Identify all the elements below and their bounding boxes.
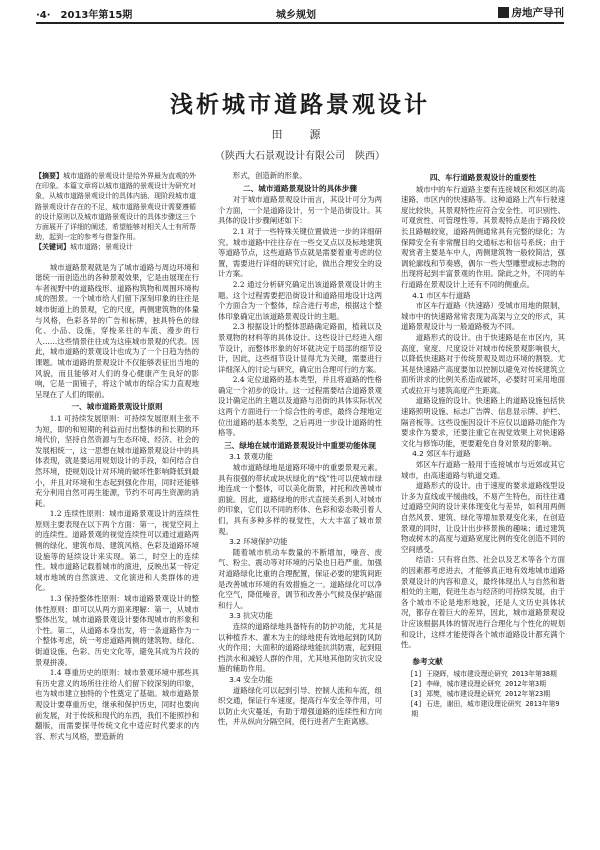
reference-item: [4] 石进，谢田，城市建设理论研究 2013年第9期	[409, 700, 560, 719]
paragraph: 道路绿化可以起到引导、控制人流和车流，组织交通，保证行车速度，提高行车安全等作用，可以防止火灾蔓延，有助于增强道路的连续性和方向性，并从纵向分隔空间，使行进者产生距离感。	[218, 685, 382, 727]
abstract	[35, 171, 199, 242]
journal-name	[498, 5, 565, 20]
paragraph: 1.1 可持续发展原则：可持续发展原则主张不为短，即的和短期的利益而付出整体的和长期的环境代价，坚持自然资源与生态环境、经济、社会的发展相统一，这一思想在城市道路景观设计中的具体表现，就是要运用规划设计的手段，如何结合自然环境，使规划设计对环境的破坏性影响降低到最小，并且对环境和生态起到强化作用，同时还能够充分利用自然可再生能源，节约不可再生资源的消耗。	[35, 413, 199, 508]
paragraph: 连续的道路绿地具备特有的防护功能，尤其是以种植乔木、灌木为主的绿地使有效地起到防风防火的作用；大面积的道路绿地能抗洪防震，起到阻挡洪水和减轻人群的作用，尤其地其他防灾抗灾设施的辅助作用。	[218, 621, 382, 674]
keywords	[35, 242, 199, 252]
reference-item: [3] 郑樊，城市建设理论研究 2012年第23期	[409, 690, 550, 699]
issue-label: ·4· 2013年第15期	[36, 10, 133, 21]
subheading: 4.2 郊区车行道路	[412, 449, 471, 459]
subheading: 4.1 市区车行道路	[412, 290, 471, 300]
reference-item: [2] 李峰，城市建设理论研究 2012年第3期	[409, 680, 546, 689]
section-label: 城乡规划	[276, 10, 316, 21]
column-1	[35, 171, 199, 742]
journal-logo-icon	[498, 7, 509, 18]
conclusion-paragraph: 结语：只有将自然、社会以及艺术等各个方面的因素都考虑进去，才能够真正地有效地城市道路景观设计的内容和意义，最终体现出人与自然和谐相处的主题，促进生态与经济的可持续发展，由于各个城市不论是地形地貌，还是人文历史具体状况，都存在着巨大的差异，因此，城市道路景观设计应该根据具体的情况进行合理化与个性化的规划和设计，这样才能使得各个城市道路设计都充满个性。	[401, 555, 565, 650]
reference-item: [1] 王晓晖，城市建设理论研究 2013年第38期	[409, 670, 557, 679]
paragraph: 1.2 连续性原则：城市道路景观设计的连续性原则主要表现在以下两个方面：第一，视觉空间上的连续性。道路景观的视觉连续性可以通过道路两侧的绿化、建筑布局、建筑风格、色彩及道路环境设施等的延续设计来实现。第二，时空上的连续性。城市道路记载着城市的演进，反映出某一特定城市地域的自然演进、文化演进和人类群体的进化。	[35, 509, 199, 593]
paragraph: 1.4 尊重历史的原则：城市景观环境中那些具有历史意义的场所往往给人们留下较深刻的印象，也为城市建立独特的个性奠定了基础。城市道路景观设计要尊重历史，继承和保护历史，同时也要向前发展，对于传统和现代的东西，我们不能照抄和翻版，而需要探寻传统文化中适应时代要求的内容、形式与风格，塑造新的	[35, 668, 199, 741]
paragraph: 市区车行道路（快速路）受城市用地的限制，城市中的快速路常常表现为高架与立交的形式，其道路景观设计与一般道路极为不同。	[401, 301, 565, 332]
paragraph: 2.4 定位道路的基本类型，并且将道路的性格确定一个初步的设计。这一过程需要结合道路景观设计确定出的主题以及道路与沿街的具体实际状况这两个方面进行一个综合性的考虑，最终合理地定位出道路的基本类型，之后再进一步设计道路的性格等。	[218, 375, 382, 438]
keywords-label: 【关键词】	[35, 243, 70, 252]
keywords-text: 城市道路；景观设计	[70, 243, 133, 252]
section-heading-1: 一、城市道路景观设计原则	[71, 402, 163, 412]
paragraph: 形式，创造新的形象。	[232, 171, 307, 180]
article-title: 浅析城市道路景观设计	[170, 92, 430, 118]
journal-title: 房地产导刊	[511, 7, 564, 19]
subheading: 3.2 环境保护功能	[229, 537, 288, 547]
paragraph: 2.2 通过分析研究确定出该道路景观设计的主题。这个过程需要把沿街设计和道路用地设计这两个方面合为一个整体，综合进行考虑，根据这个整体印象确定出该道路景观设计的主题。	[218, 279, 382, 321]
article-affiliation: （陕西大石景观设计有限公司 陕西）	[215, 151, 385, 162]
intro-paragraph: 城市道路景观就是为了城市道路与周边环境和谐统一而创造出的各种景观效果，它是由展现在行车者视野中的道路线形、道路构筑物和周围环境构成的图景。一个城市给人们留下深刻印象的往往是城市街道上的景观，它的尺度，两侧建筑物的体量与风格，色彩各异的广告和标牌，独具特色的绿化、小品、设施，穿梭来往的车流、漫步的行人……这些情景往往成为这座城市景观的代表。因此，城市道路的景观设计也成为了一个日趋为热的课题。城市道路的景观设计不仅能够表征出当地的风貌，而且能够对人们的身心健康产生良好的影响，它是一面镜子，将这个城市的综合实力直观地呈现在了人们的眼前。	[35, 262, 199, 399]
section-heading-3: 三、绿地在城市道路景观设计中重要功能体现	[224, 440, 376, 450]
paragraph: 2.3 根据设计的整体思路确定路面，植栽以及景观物的材料等的具体设计。这些设计已经进入细节设计，而整体形象的好坏就决定于局部的细节设计，因此，这些细节设计显得尤为关键，需要进行详细深入的讨论与研究，确定出合理可行的方案。	[218, 322, 382, 374]
abstract-label: 【摘要】	[35, 172, 63, 180]
column-2	[218, 171, 382, 728]
paragraph: 道路设施的设计。快速路上的道路设施包括快速路照明设施、标志广告牌、信息显示牌、护栏、隔音板等。这些设施因设计不应仅以道路功能作为要求作为要求，还要注重它在视觉效果上对快速路文化与修饰功能，更要避免自身对景观的影响。	[401, 396, 565, 448]
article-author: 田 源	[271, 128, 329, 141]
paragraph: 郊区车行道路一般用于连接城市与近郊或其它城市，由高速道路与轨道交通。	[401, 460, 565, 480]
paragraph: 随着城市机动车数量的不断增加，噪音、废气、粉尘、震动等对环境的污染也日趋严重。加强对道路绿化比重的合理配置，保证必要的建筑间距是改善城市环境的有效措施之一。道路绿化可以净化空气，降低噪音，调节和改善小气候及保护路面和行人。	[218, 547, 382, 610]
subheading: 3.4 安全功能	[229, 674, 273, 684]
paragraph: 1.3 保持整体性原则：城市道路景观设计的整体性原则：即可以从两方面来理解：第一，从城市整体出发，城市道路景观设计要体现城市的形象和个性。第二，从道路本身出发，将一条道路作为一个整体考虑，统一考虑道路两侧的建筑物、绿化、街道设施、色彩、历史文化等，避免其成为片段的景观拼凑。	[35, 594, 199, 667]
paragraph: 2.1 对于一些特殊关键位置做进一步的详细研究。城市道路中往往存在一些交叉点以及标地建筑等道路节点，这些道路节点就是需要着重考虑的位置，需要进行详细的研究讨论，做出合理安全的设计方案。	[218, 226, 382, 279]
section-heading-4: 四、车行道路景观设计的重要性	[429, 173, 537, 182]
paragraph: 道路形式的设计。由于快速路是在市区内，其高度、宽度、尺度设计对城市传统景观影响很大，以降低快速路对于传统景观及周边环境的割裂。尤其是快速路产高度要加以控制以避免对传统建筑立面所讲求的比例关系造成破坏，必要时可采用地面式或拉开与建筑高度产生距离。	[401, 332, 565, 395]
section-heading-2: 二、城市道路景观设计的具体步骤	[243, 183, 357, 193]
header-rule	[36, 22, 564, 24]
subheading: 3.1 景观功能	[229, 452, 273, 462]
paragraph: 城市中的车行道路主要有连接城区和郊区的高速路、市区内的快速路等。这种道路上汽车行驶速度比较快，其景观特性应符合安全性、可识别性、可观赏性、可管理性等。其景观特点是由于路段较长且路幅较宽，道路两侧通常具有完整的绿化；为保障安全有非常醒目的交通标志和信号系统；由于观赏者主要是车中人，两侧建筑物一般较简洁，强调轮廓线和节奏感，偶尔一些大型雕塑或标志物的出现将起到丰富景观的作用。除此之外，不同的车行道路在景观设计上还有不同的侧重点。	[401, 184, 565, 289]
column-3	[401, 171, 565, 719]
subheading: 3.3 抗灾功能	[229, 611, 273, 621]
paragraph: 城市道路绿地是道路环境中的重要景观元素。具有很强的带状或块状绿化的“线”性可以使城市绿地连成一个整体，可以美化街景，衬托和改善城市面貌。因此，道路绿地的形式直接关系到人对城市的印象，它们以不同的形体、色彩和姿态吸引着人们，具有多种多样的视觉性，大大丰富了城市景观。	[218, 463, 382, 536]
abstract-text: 城市道路的景观设计是给外界最为直观的外在印象。本篇文章将以城市道路的景观设计为研究对象，从城市道路景观设计的具体内涵、现阶段城市道路景观设计存在的不足，城市道路景观设计需要遵循的设计原则以及城市道路景观设计的具体步骤这三个方面展开了详细的阐述，希望能够对相关人士有所帮助，起到一定的参考与借鉴作用。	[35, 172, 196, 242]
references-heading: 参考文献	[412, 656, 443, 666]
paragraph: 对于城市道路景观设计而言，其设计可分为两个方面，一个是道路设计，另一个是沿街设计。其具体的设计步骤阐述如下：	[218, 195, 382, 226]
running-header	[0, 0, 600, 26]
paragraph: 道路形式的设计。由于速度的要求道路线型设计多为直线或平缓曲线，不易产生特色，而往往通过道路空间的设计来体现变化与差异，如利用两侧自然风景、建筑、绿化等增加景观变化来，在创造景观的同时，让设计出步移景换的趣味；通过建筑物或树木的高度与道路宽度比例的变化创造不同的空间感受。	[401, 481, 565, 554]
